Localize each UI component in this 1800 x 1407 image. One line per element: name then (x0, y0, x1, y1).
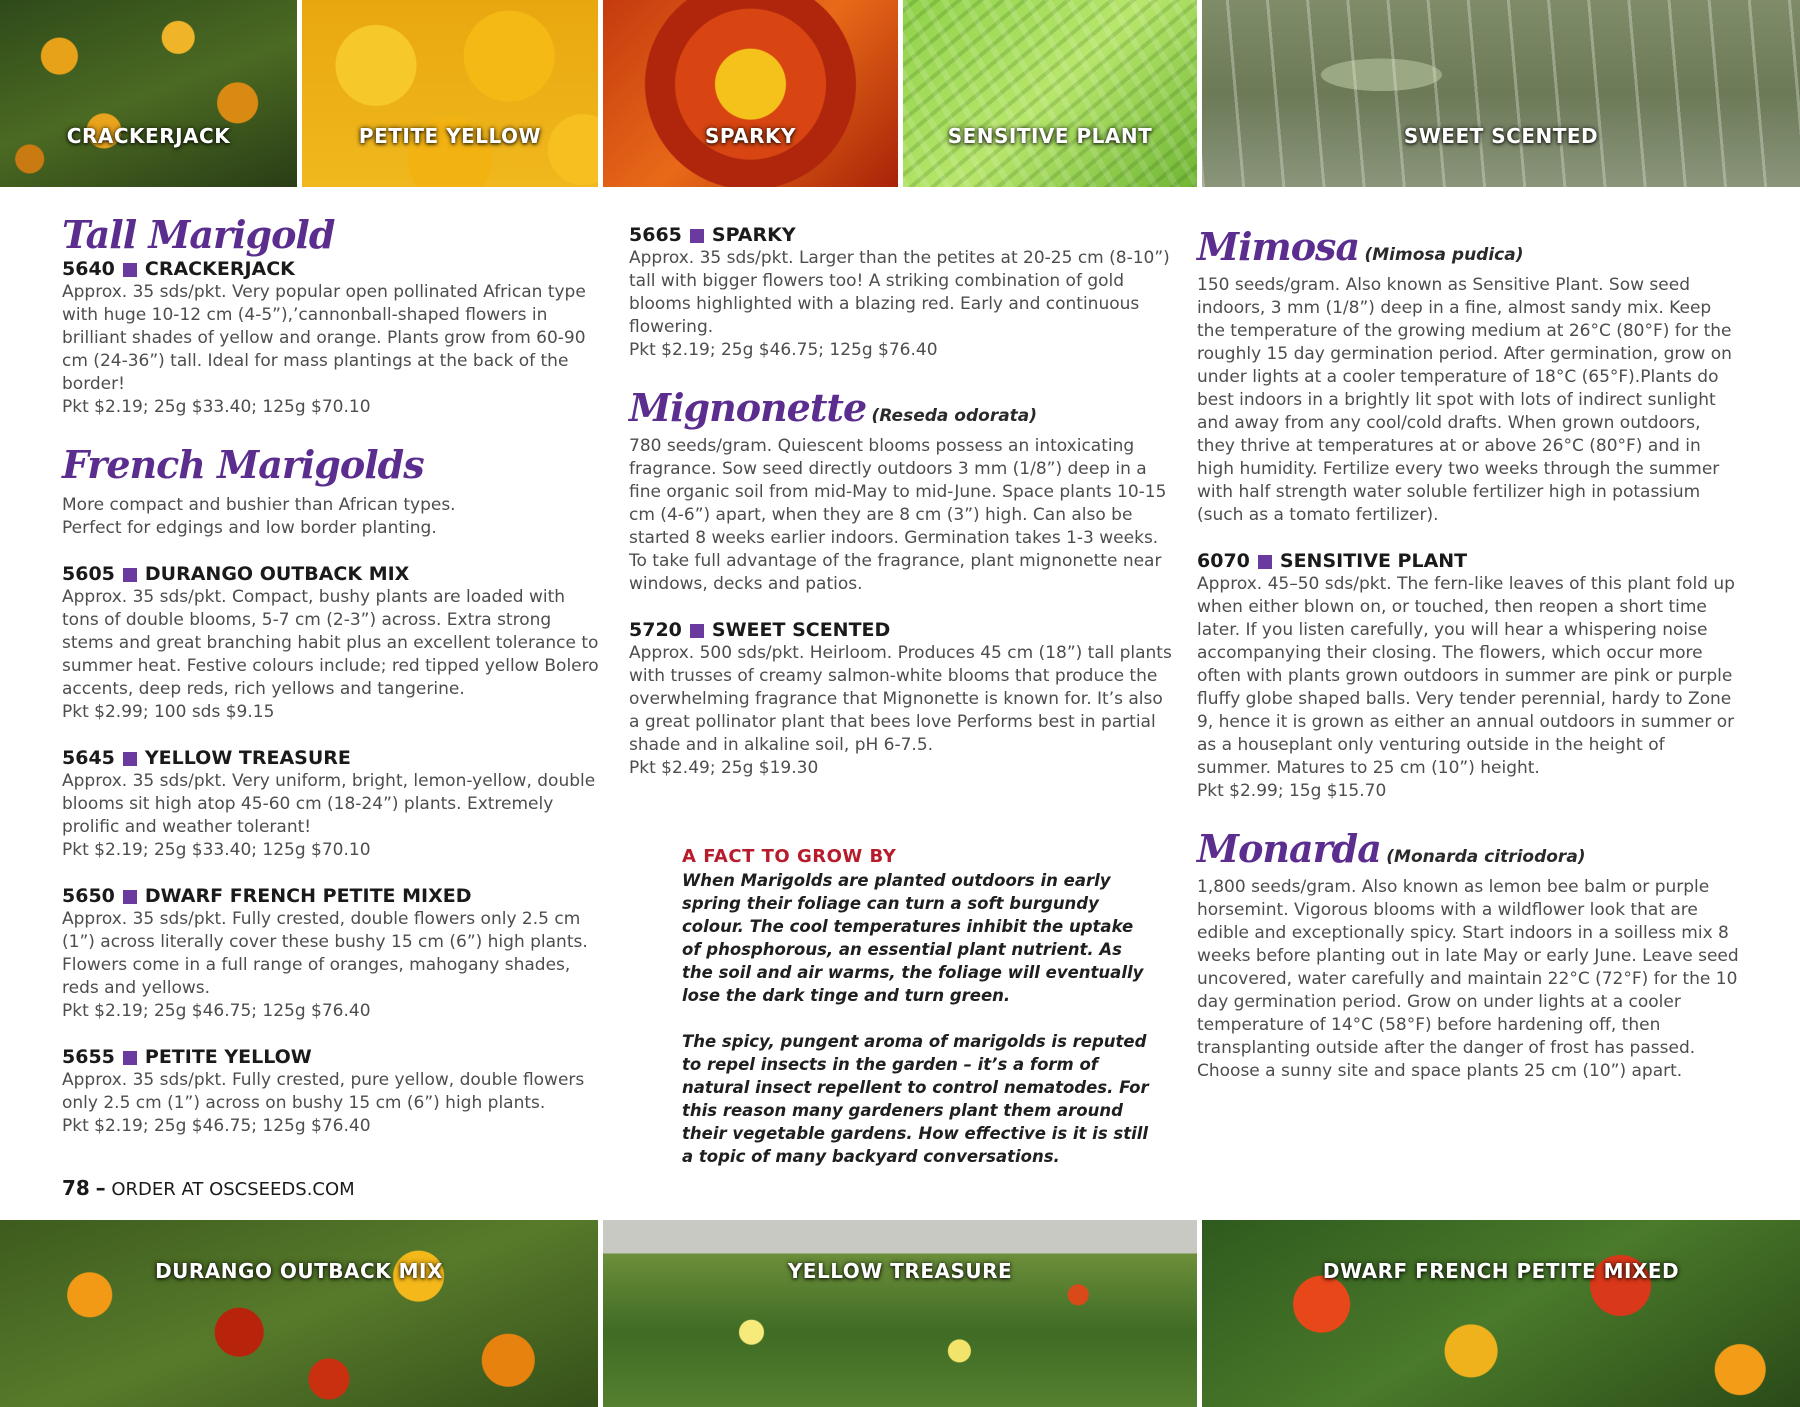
product-code: 5665 (629, 224, 682, 246)
product-name: YELLOW TREASURE (144, 747, 351, 769)
product-description: Approx. 35 sds/pkt. Larger than the petites at 20-25 cm (8-10”) tall with bigger flowers too! A striking combination of gold blooms highlighted with a blazing red. Early and continuous flowering. (629, 248, 1170, 337)
section-description: 1,800 seeds/gram. Also known as lemon bee balm or purple horsemint. Vigorous blooms with a wildflower look that are edible and exceptionally spicy. Start indoors in a soilless mix 8 weeks before planting out in late May or early June. Leave seed uncovered, water carefully and maintain 22°C (72°F) for the 10 day germination period. Grow on under lights at a cooler temperature of 14°C (58°F) before hardening off, then transplanting outside after the danger of frost has passed. Choose a sunny site and space plants 25 cm (10”) apart. (1197, 877, 1739, 1081)
product-price: Pkt $2.99; 100 sds $9.15 (62, 702, 275, 722)
product-petite-yellow (62, 1046, 607, 1138)
bottom-photo-strip (0, 1220, 1800, 1407)
footer-dash: – (95, 1176, 106, 1200)
column-left (62, 212, 607, 1161)
purple-square-bullet-icon (123, 752, 137, 766)
product-header (629, 619, 1174, 642)
footer-order-link-text: ORDER AT OSCSEEDS.COM (111, 1179, 355, 1200)
product-header (629, 224, 1174, 247)
top-photo-strip (0, 0, 1800, 187)
product-price: Pkt $2.19; 25g $33.40; 125g $70.10 (62, 397, 371, 417)
section-heading-row (629, 385, 1174, 431)
section-body (1197, 274, 1742, 527)
section-body (629, 435, 1174, 596)
product-name: PETITE YELLOW (144, 1046, 312, 1068)
section-heading-french-marigolds: French Marigolds (62, 442, 424, 487)
product-description: Approx. 35 sds/pkt. Very popular open pollinated African type with huge 10-12 cm (4-5”),’cannonball-shaped flowers in brilliant shades of yellow and orange. Plants grow from 60-90 cm (24-36”) tall. Ideal for mass plantings at the back of the border! (62, 282, 586, 394)
fact-paragraph: The spicy, pungent aroma of marigolds is reputed to repel insects in the garden – it’s a form of natural insect repellent to control nematodes. For this reason many gardeners plant them around their vegetable gardens. How effective is it is still a topic of many backyard conversations. (682, 1032, 1149, 1166)
product-sparky (629, 224, 1174, 362)
product-header (62, 258, 607, 281)
product-name: CRACKERJACK (144, 258, 295, 280)
section-heading-tall-marigold: Tall Marigold (62, 212, 335, 257)
section-intro-text: More compact and bushier than African types. Perfect for edgings and low border planting. (62, 495, 456, 538)
product-code: 5650 (62, 885, 115, 907)
product-name: SPARKY (711, 224, 796, 246)
photo-sweet-scented (1202, 0, 1800, 187)
product-crackerjack (62, 258, 607, 419)
section-description: 150 seeds/gram. Also known as Sensitive Plant. Sow seed indoors, 3 mm (1/8”) deep in a fine, almost sandy mix. Keep the temperature of the growing medium at 26°C (80°F) for the roughly 15 day germination period. After germination, grow on under lights at a cooler temperature of 18°C (65°F).Plants do best indoors in a brightly lit spot with lots of indirect sunlight and away from any cool/cold drafts. When grown outdoors, they thrive at temperatures at or above 26°C (80°F) and in high humidity. Fertilize every two weeks through the summer with half strength water soluble fertilizer high in potassium (such as a tomato fertilizer). (1197, 275, 1732, 525)
purple-square-bullet-icon (1258, 555, 1272, 569)
photo-caption: SENSITIVE PLANT (947, 124, 1153, 148)
product-price: Pkt $2.19; 25g $46.75; 125g $76.40 (62, 1116, 371, 1136)
purple-square-bullet-icon (123, 890, 137, 904)
purple-square-bullet-icon (123, 568, 137, 582)
photo-caption: DURANGO OUTBACK MIX (155, 1259, 443, 1283)
product-name: SWEET SCENTED (711, 619, 891, 641)
latin-name: (Reseda odorata) (871, 406, 1038, 426)
photo-sensitive-plant (903, 0, 1197, 187)
section-description: 780 seeds/gram. Quiescent blooms possess an intoxicating fragrance. Sow seed directly outdoors 3 mm (1/8”) deep in a fine organic soil from mid-May to mid-June. Space plants 10-15 cm (4-6”) apart, when they are 8 cm (3”) high. Can also be started 8 weeks earlier indoors. Germination takes 1-3 weeks. To take full advantage of the fragrance, plant mignonette near windows, decks and patios. (629, 436, 1167, 594)
product-header (1197, 550, 1742, 573)
product-dwarf-french-petite-mixed (62, 885, 607, 1023)
purple-square-bullet-icon (690, 624, 704, 638)
section-heading-row (1197, 826, 1742, 872)
photo-sparky (603, 0, 898, 187)
product-code: 5645 (62, 747, 115, 769)
column-right (1197, 224, 1742, 1106)
product-price: Pkt $2.99; 15g $15.70 (1197, 781, 1387, 801)
latin-name: (Mimosa pudica) (1364, 245, 1524, 265)
product-code: 6070 (1197, 550, 1250, 572)
product-durango-outback-mix (62, 563, 607, 724)
purple-square-bullet-icon (123, 1051, 137, 1065)
product-sensitive-plant (1197, 550, 1742, 803)
section-heading-mignonette: Mignonette (629, 385, 867, 430)
product-name: SENSITIVE PLANT (1279, 550, 1468, 572)
photo-caption: DWARF FRENCH PETITE MIXED (1322, 1259, 1680, 1283)
product-description: Approx. 45–50 sds/pkt. The fern-like leaves of this plant fold up when either blown on, or touched, then reopen a short time later. If you listen carefully, you will hear a whispering noise accompanying their closing. The flowers, which occur more often with plants grown outdoors in summer are pink or purple fluffy globe shaped balls. Very tender perennial, hardy to Zone 9, hence it is grown as either an annual outdoors in summer or as a houseplant only venturing outside in the height of summer. Matures to 25 cm (10”) height. (1197, 574, 1735, 778)
product-yellow-treasure (62, 747, 607, 862)
product-name: DWARF FRENCH PETITE MIXED (144, 885, 472, 907)
product-description: Approx. 500 sds/pkt. Heirloom. Produces 45 cm (18”) tall plants with trusses of creamy salmon-white blooms that produce the overwhelming fragrance that Mignonette is known for. It’s also a great pollinator plant that bees love Performs best in partial shade and in alkaline soil, pH 6-7.5. (629, 643, 1172, 755)
section-heading-row (1197, 224, 1742, 270)
product-code: 5640 (62, 258, 115, 280)
product-description: Approx. 35 sds/pkt. Compact, bushy plants are loaded with tons of double blooms, 5-7 cm (2-3”) across. Extra strong stems and great branching habit plus an excellent tolerance to summer heat. Festive colours include; red tipped yellow Bolero accents, deep reds, rich yellows and tangerine. (62, 587, 599, 699)
section-intro (62, 494, 607, 540)
photo-caption: CRACKERJACK (66, 124, 231, 148)
fact-title: A FACT TO GROW BY (682, 846, 897, 867)
product-price: Pkt $2.49; 25g $19.30 (629, 758, 819, 778)
fact-to-grow-by-box (682, 845, 1152, 1191)
product-price: Pkt $2.19; 25g $46.75; 125g $76.40 (629, 340, 938, 360)
photo-petite-yellow (302, 0, 598, 187)
product-name: DURANGO OUTBACK MIX (144, 563, 410, 585)
product-header (62, 747, 607, 770)
photo-dwarf-french-petite-mixed (1202, 1220, 1800, 1407)
purple-square-bullet-icon (123, 263, 137, 277)
product-code: 5655 (62, 1046, 115, 1068)
product-code: 5720 (629, 619, 682, 641)
fact-paragraph: When Marigolds are planted outdoors in early spring their foliage can turn a soft burgundy colour. The cool temperatures inhibit the uptake of phosphorous, an essential plant nutrient. As the soil and air warms, the foliage will eventually lose the dark tinge and turn green. (682, 871, 1144, 1005)
product-header (62, 885, 607, 908)
page-number: 78 (62, 1176, 90, 1200)
photo-caption: SPARKY (704, 124, 797, 148)
page-footer (62, 1176, 355, 1200)
product-description: Approx. 35 sds/pkt. Fully crested, double flowers only 2.5 cm (1”) across literally cover these bushy 15 cm (6”) high plants. Flowers come in a full range of oranges, mahogany shades, reds and yellows. (62, 909, 588, 998)
purple-square-bullet-icon (690, 229, 704, 243)
photo-caption: YELLOW TREASURE (787, 1259, 1013, 1283)
photo-yellow-treasure (603, 1220, 1197, 1407)
section-body (1197, 876, 1742, 1083)
photo-caption: PETITE YELLOW (358, 124, 542, 148)
section-heading-monarda: Monarda (1197, 826, 1381, 871)
product-header (62, 1046, 607, 1069)
latin-name: (Monarda citriodora) (1386, 847, 1586, 867)
product-description: Approx. 35 sds/pkt. Fully crested, pure yellow, double flowers only 2.5 cm (1”) across on bushy 15 cm (6”) high plants. (62, 1070, 585, 1113)
column-middle (629, 224, 1174, 803)
product-code: 5605 (62, 563, 115, 585)
photo-caption: SWEET SCENTED (1403, 124, 1599, 148)
product-header (62, 563, 607, 586)
product-description: Approx. 35 sds/pkt. Very uniform, bright, lemon-yellow, double blooms sit high atop 45-60 cm (18-24”) plants. Extremely prolific and weather tolerant! (62, 771, 596, 837)
section-heading-mimosa: Mimosa (1197, 224, 1360, 269)
product-price: Pkt $2.19; 25g $46.75; 125g $76.40 (62, 1001, 371, 1021)
photo-durango-outback-mix (0, 1220, 598, 1407)
product-price: Pkt $2.19; 25g $33.40; 125g $70.10 (62, 840, 371, 860)
product-sweet-scented (629, 619, 1174, 780)
photo-crackerjack (0, 0, 297, 187)
